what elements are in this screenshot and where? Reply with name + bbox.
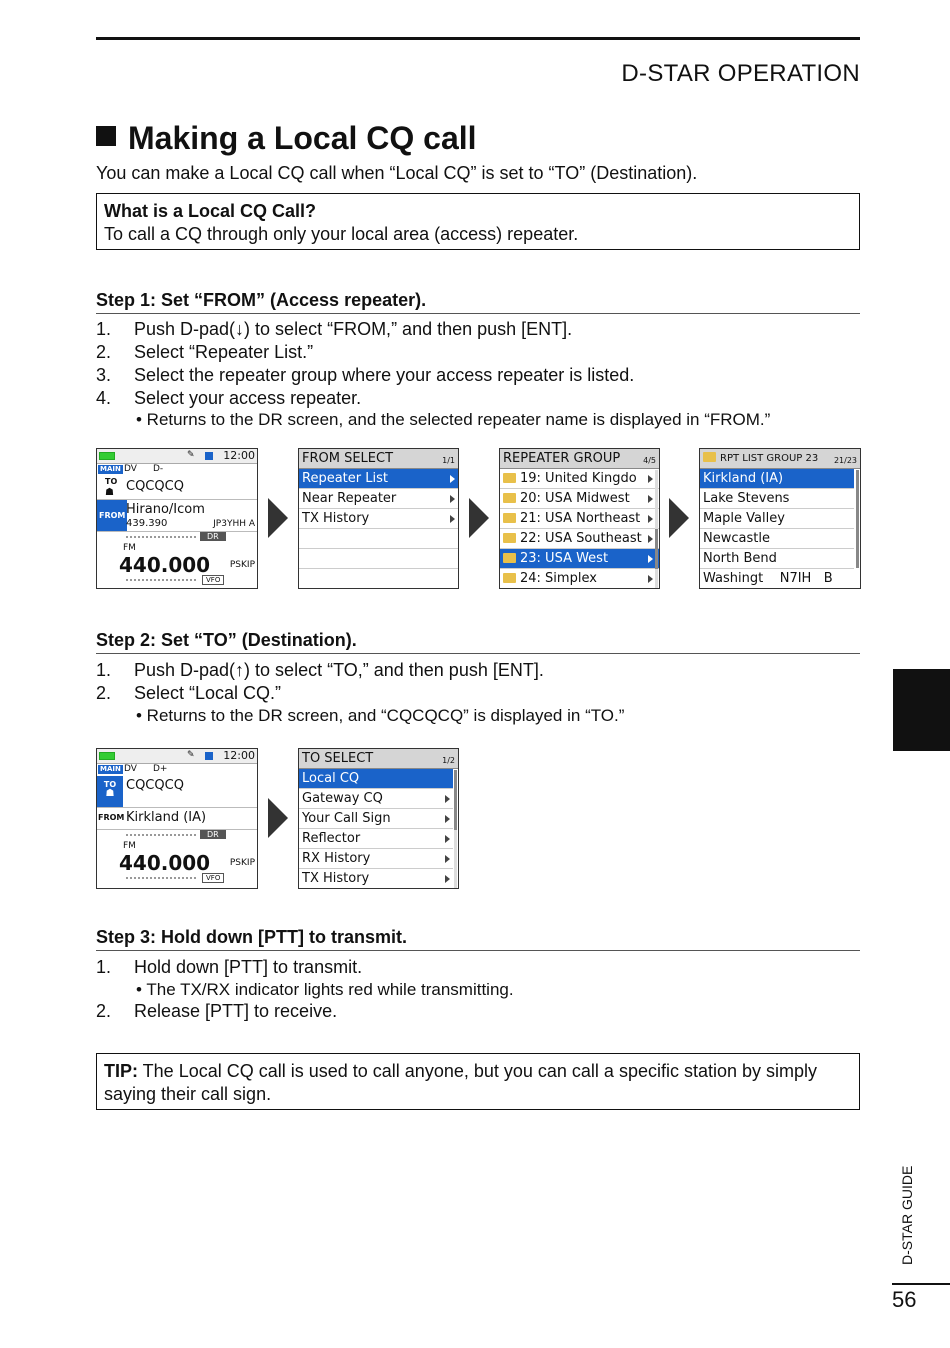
menu-item-tx-history[interactable]: TX History — [299, 509, 458, 529]
list-item: 2. Release [PTT] to receive. — [96, 1001, 338, 1021]
arrow-right-icon — [669, 498, 689, 538]
menu-item-local-cq[interactable]: Local CQ — [299, 769, 453, 789]
repeater-call: JP3YHH A — [213, 519, 255, 529]
scrollbar-thumb[interactable] — [454, 770, 457, 830]
dplus-label: D- — [153, 464, 164, 474]
step3-bullet: • The TX/RX indicator lights red while transmitting. — [136, 980, 514, 999]
page-indicator: 1/1 — [442, 456, 455, 465]
frequency-display: 440.000 — [119, 851, 211, 875]
pskip-label: PSKIP — [229, 560, 255, 570]
from-tag: FROM — [97, 500, 127, 531]
menu-item-repeater-list[interactable]: Repeater List — [299, 469, 458, 489]
step1-heading: Step 1: Set “FROM” (Access repeater). — [96, 290, 860, 314]
info-box-body: To call a CQ through only your local area (access) repeater. — [104, 224, 579, 244]
arrow-right-icon — [268, 498, 288, 538]
page-indicator: 4/5 — [643, 456, 656, 465]
mode-label: DV — [124, 464, 137, 474]
chevron-right-icon — [445, 795, 450, 803]
list-item: 1. Push D-pad(↓) to select “FROM,” and then push [ENT]. — [96, 319, 573, 339]
to-value: CQCQCQ — [126, 778, 184, 793]
battery-icon — [99, 752, 115, 760]
chevron-right-icon — [450, 475, 455, 483]
to-select-title: TO SELECT — [302, 751, 374, 766]
id-icon — [205, 452, 213, 460]
dr-badge: DR — [200, 830, 226, 839]
menu-item-tx-history[interactable]: TX History — [299, 869, 453, 889]
menu-item-empty — [299, 569, 458, 589]
menu-item-repeater[interactable]: North Bend — [700, 549, 854, 569]
from-value: Kirkland (IA) — [126, 810, 207, 825]
list-item: 4. Select your access repeater. — [96, 388, 362, 408]
menu-item-repeater[interactable]: Lake Stevens — [700, 489, 854, 509]
page-number: 56 — [892, 1287, 917, 1312]
chevron-right-icon — [445, 835, 450, 843]
folder-icon — [503, 533, 516, 543]
step2-bullet: • Returns to the DR screen, and “CQCQCQ” is displayed in “TO.” — [136, 706, 625, 725]
tip-box — [96, 1053, 860, 1110]
arrow-right-icon — [469, 498, 489, 538]
from-select-title: FROM SELECT — [302, 451, 394, 466]
gps-icon: ✎ — [187, 450, 195, 460]
signal-meter — [126, 834, 196, 837]
folder-icon — [503, 493, 516, 503]
list-item: 2. Select “Local CQ.” — [96, 683, 282, 703]
to-tag: TO ☗ — [97, 776, 123, 807]
folder-icon — [503, 513, 516, 523]
arrow-right-icon — [268, 798, 288, 838]
repeater-freq: 439.390 — [126, 518, 168, 529]
menu-item-empty — [299, 529, 458, 549]
pskip-label: PSKIP — [229, 858, 255, 868]
repeater-group-screen — [499, 448, 660, 589]
chevron-right-icon — [445, 815, 450, 823]
to-tag: TO — [105, 477, 118, 486]
menu-item-group-21[interactable]: 21: USA Northeast — [500, 509, 659, 529]
rpt-list-title: RPT LIST GROUP 23 — [720, 453, 819, 464]
menu-item-group-20[interactable]: 20: USA Midwest — [500, 489, 659, 509]
signal-meter-bottom — [126, 579, 196, 582]
scrollbar[interactable] — [856, 470, 859, 568]
list-item: 1. Push D-pad(↑) to select “TO,” and then push [ENT]. — [96, 660, 544, 680]
step3-heading: Step 3: Hold down [PTT] to transmit. — [96, 927, 860, 951]
info-box-heading: What is a Local CQ Call? — [104, 201, 317, 221]
scrollbar-thumb[interactable] — [655, 529, 658, 569]
intro-text: You can make a Local CQ call when “Local CQ” is set to “TO” (Destination). — [96, 163, 698, 183]
chapter-tab — [893, 669, 950, 751]
menu-item-group-22[interactable]: 22: USA Southeast — [500, 529, 659, 549]
menu-item-reflector[interactable]: Reflector — [299, 829, 453, 849]
clock-time: 12:00 — [223, 449, 255, 462]
from-value: Hirano/Icom — [126, 502, 205, 517]
step1-bullet: • Returns to the DR screen, and the selected repeater name is displayed in “FROM.” — [136, 410, 771, 429]
frequency-display: 440.000 — [119, 553, 211, 577]
person-icon: ☗ — [105, 788, 115, 799]
person-icon: ☗ — [105, 487, 114, 498]
chevron-right-icon — [648, 475, 653, 483]
signal-meter-bottom — [126, 877, 196, 880]
dr-screen-2 — [96, 748, 258, 889]
tip-body: The Local CQ call is used to call anyone, but you can call a specific station by simply saying their call sign. — [104, 1061, 818, 1104]
info-box — [96, 193, 860, 250]
menu-item-group-19[interactable]: 19: United Kingdo — [500, 469, 659, 489]
step2-heading: Step 2: Set “TO” (Destination). — [96, 630, 860, 654]
battery-icon — [99, 452, 115, 460]
folder-icon — [503, 553, 516, 563]
id-icon — [205, 752, 213, 760]
guide-label: D-STAR GUIDE — [899, 1165, 915, 1265]
menu-item-repeater[interactable]: Washingt N7IH B — [703, 571, 833, 586]
to-select-screen — [298, 748, 459, 889]
top-rule — [96, 37, 860, 40]
fm-label: FM — [123, 841, 136, 851]
fm-label: FM — [123, 543, 136, 553]
dr-screen-1 — [96, 448, 258, 589]
folder-icon — [703, 452, 716, 462]
page-indicator: 21/23 — [833, 456, 857, 465]
menu-item-empty — [299, 549, 458, 569]
menu-item-your-call-sign[interactable]: Your Call Sign — [299, 809, 453, 829]
main-badge: MAIN — [100, 765, 121, 773]
page-title: Making a Local CQ call — [96, 120, 477, 157]
menu-item-gateway-cq[interactable]: Gateway CQ — [299, 789, 453, 809]
chevron-right-icon — [450, 515, 455, 523]
from-select-screen — [298, 448, 459, 589]
menu-item-group-23[interactable]: 23: USA West — [500, 549, 659, 569]
menu-item-rx-history[interactable]: RX History — [299, 849, 453, 869]
repeater-group-title: REPEATER GROUP — [503, 451, 621, 466]
list-item: 3. Select the repeater group where your access repeater is listed. — [96, 365, 635, 385]
section-title: D-STAR OPERATION — [621, 60, 860, 87]
vfo-badge: VFO — [202, 575, 224, 585]
footer-rule — [892, 1283, 950, 1285]
vfo-badge: VFO — [202, 873, 224, 883]
list-item: 1. Hold down [PTT] to transmit. — [96, 957, 363, 977]
signal-meter — [126, 536, 196, 539]
gps-icon: ✎ — [187, 750, 195, 760]
tip-label: TIP: — [104, 1061, 138, 1081]
menu-item-repeater[interactable]: Kirkland (IA) — [700, 469, 854, 489]
menu-item-repeater[interactable]: Newcastle — [700, 529, 854, 549]
chevron-right-icon — [648, 575, 653, 583]
chevron-right-icon — [648, 515, 653, 523]
folder-icon — [503, 573, 516, 583]
list-item: 2. Select “Repeater List.” — [96, 342, 314, 362]
to-value: CQCQCQ — [126, 479, 184, 494]
chevron-right-icon — [450, 495, 455, 503]
from-tag: FROM — [98, 813, 125, 822]
square-bullet-icon — [96, 126, 116, 146]
main-badge: MAIN — [100, 465, 121, 473]
clock-time: 12:00 — [223, 749, 255, 762]
chevron-right-icon — [445, 875, 450, 883]
dr-badge: DR — [200, 532, 226, 541]
dplus-label: D+ — [153, 764, 168, 774]
folder-icon — [503, 473, 516, 483]
chevron-right-icon — [648, 495, 653, 503]
page-indicator: 1/2 — [442, 756, 455, 765]
menu-item-group-24[interactable]: 24: Simplex — [500, 569, 659, 589]
repeater-list-screen — [699, 448, 861, 589]
chevron-right-icon — [648, 535, 653, 543]
menu-item-repeater[interactable]: Maple Valley — [700, 509, 854, 529]
chevron-right-icon — [445, 855, 450, 863]
chevron-right-icon — [648, 555, 653, 563]
mode-label: DV — [124, 764, 137, 774]
menu-item-near-repeater[interactable]: Near Repeater — [299, 489, 458, 509]
